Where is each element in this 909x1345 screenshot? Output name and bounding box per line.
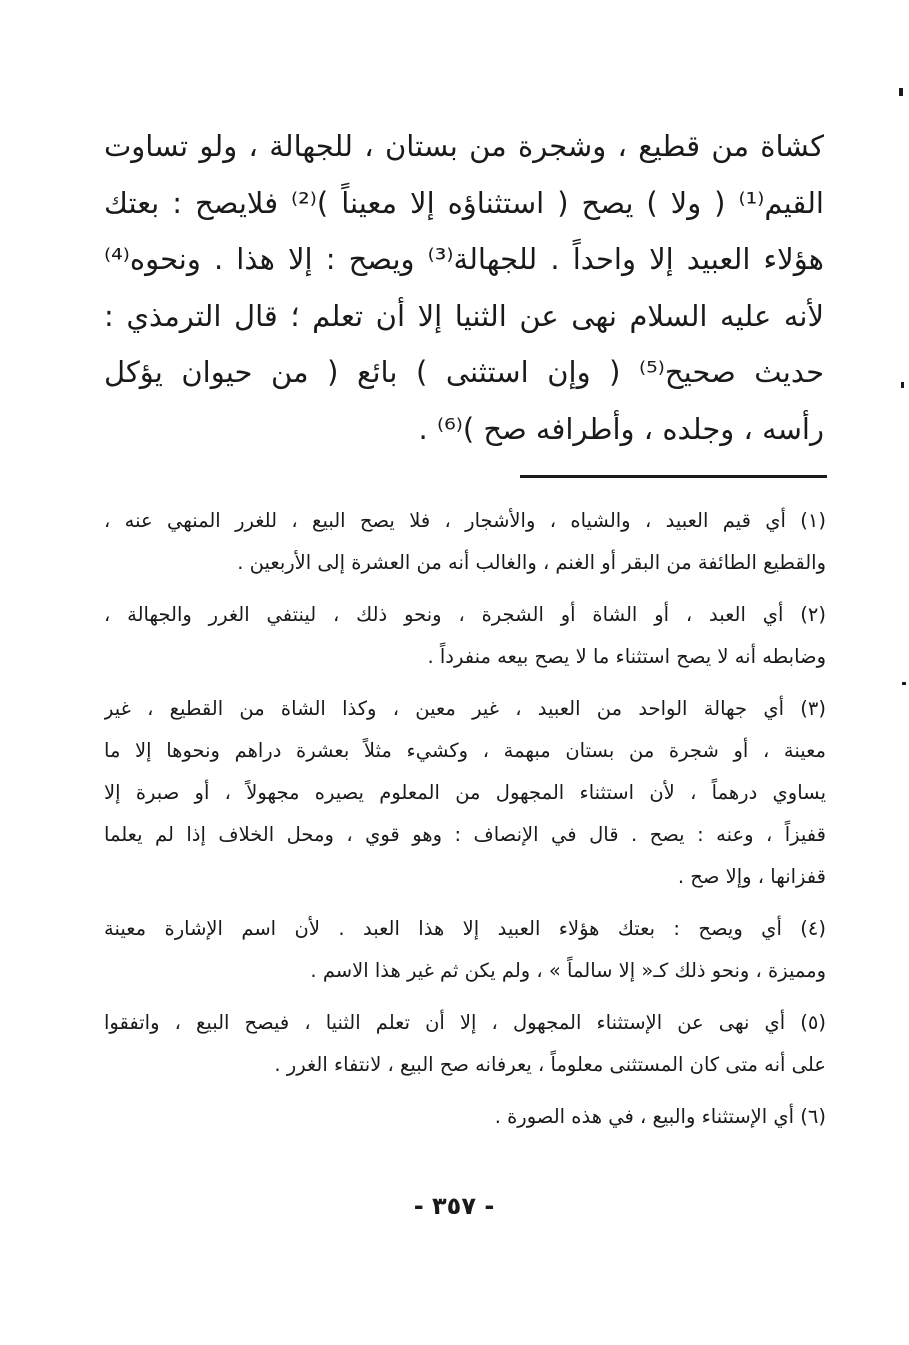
footnote-line: (١) أي قيم العبيد ، والشياه ، والأشجار ، فلا يصح البيع ، للغرر المنهي عنه ،: [104, 509, 826, 532]
footnote-6: [104, 1096, 826, 1138]
footnote-line: قفيزاً ، وعنه : يصح . قال في الإنصاف : وهو قوي ، ومحل الخلاف إذا لم يعلما: [104, 823, 826, 846]
main-text-line: حديث صحيح⁽⁵⁾ ( وإن استثنى ) بائع ( من حيوان يؤكل: [104, 355, 824, 389]
footnote-line: معينة ، أو شجرة من بستان مبهمة ، وكشيء مثلاً بعشرة دراهم ونحوها إلا ما: [104, 739, 826, 762]
main-text-line: لأنه عليه السلام نهى عن الثنيا إلا أن تعلم ؛ قال الترمذي :: [104, 298, 824, 333]
scan-edge-mark: [899, 88, 903, 96]
scan-edge-mark: [901, 382, 904, 388]
main-text: [104, 118, 824, 457]
main-text-line: كشاة من قطيع ، وشجرة من بستان ، للجهالة ، ولو تساوت: [104, 129, 824, 163]
footnote-line: وضابطه أنه لا يصح استثناء ما لا يصح بيعه منفرداً .: [427, 645, 826, 668]
footnote-5: [104, 1002, 826, 1086]
footnote-2: [104, 594, 826, 678]
footnote-line: يساوي درهماً ، لأن استثناء المجهول من المعلوم يصيره مجهولاً ، أو صبرة إلا: [104, 781, 826, 804]
main-text-line: القيم⁽¹⁾ ( ولا ) يصح ( استثناؤه إلا معيناً )⁽²⁾ فلايصح : بعتك: [104, 185, 824, 220]
footnotes: [104, 500, 826, 1148]
footnote-line: (٣) أي جهالة الواحد من العبيد ، غير معين ، وكذا الشاة من القطيع ، غير: [104, 697, 826, 720]
footnote-line: (٢) أي العبد ، أو الشاة أو الشجرة ، ونحو ذلك ، لينتفي الغرر والجهالة ،: [104, 603, 826, 626]
footnote-3: [104, 688, 826, 898]
scan-edge-mark: [902, 682, 906, 685]
main-text-line: هؤلاء العبيد إلا واحداً . للجهالة⁽³⁾ ويصح : إلا هذا . ونحوه⁽⁴⁾: [104, 242, 824, 276]
footnote-line: قفزانها ، وإلا صح .: [677, 865, 826, 888]
page-number: - ٣٥٧ -: [413, 1192, 495, 1220]
footnote-line: (٥) أي نهى عن الإستثناء المجهول ، إلا أن تعلم الثنيا ، فيصح البيع ، واتفقوا: [104, 1011, 826, 1034]
footnote-line: والقطيع الطائفة من البقر أو الغنم ، والغالب أنه من العشرة إلى الأربعين .: [237, 551, 826, 574]
footnote-line: ومميزة ، ونحو ذلك كـ« إلا سالماً » ، ولم يكن ثم غير هذا الاسم .: [310, 959, 826, 982]
footnote-separator-rule: [520, 475, 827, 478]
footnote-line: (٤) أي ويصح : بعتك هؤلاء العبيد إلا هذا العبد . لأن اسم الإشارة معينة: [104, 917, 826, 940]
main-text-line: رأسه ، وجلده ، وأطرافه صح )⁽⁶⁾ .: [418, 411, 824, 446]
footnote-4: [104, 908, 826, 992]
footnote-line: (٦) أي الإستثناء والبيع ، في هذه الصورة .: [494, 1105, 826, 1128]
footnote-1: [104, 500, 826, 584]
footnote-line: على أنه متى كان المستثنى معلوماً ، يعرفانه صح البيع ، لانتفاء الغرر .: [274, 1053, 826, 1076]
